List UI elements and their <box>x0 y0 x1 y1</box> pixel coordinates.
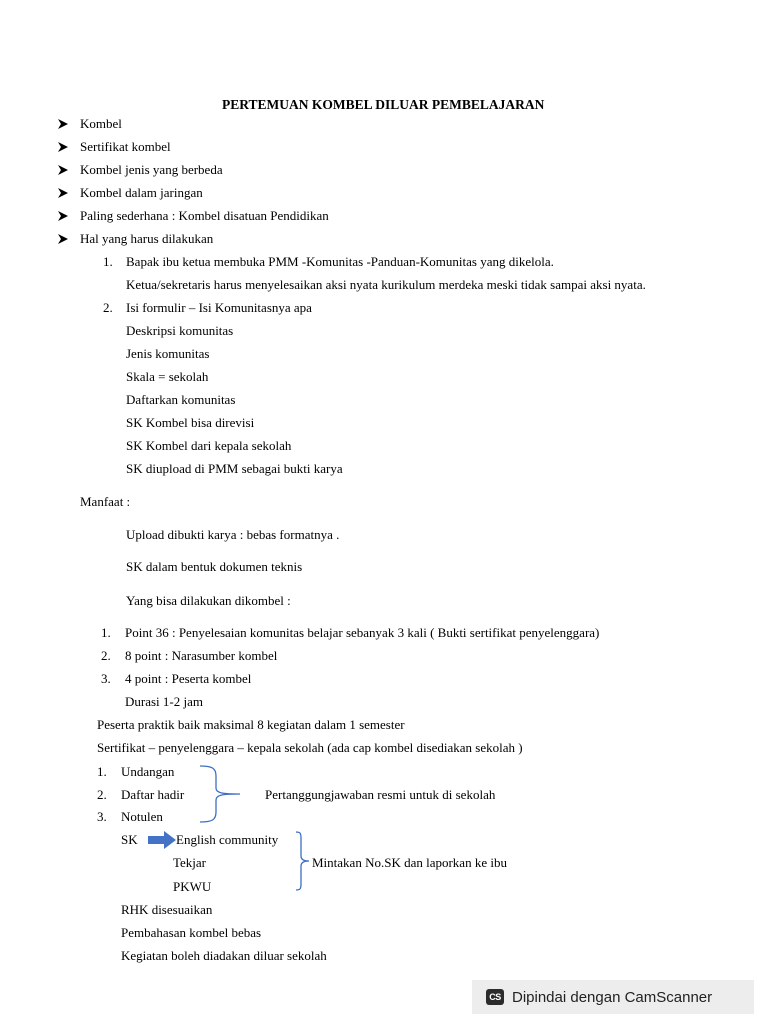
step-number: 2. <box>103 300 113 315</box>
point-number: 3. <box>101 671 111 686</box>
step-sub-item: Deskripsi komunitas <box>126 323 234 338</box>
manfaat-line: Upload dibukti karya : bebas formatnya . <box>126 527 340 542</box>
camscanner-watermark <box>472 980 754 1014</box>
bullet-item: Kombel jenis yang berbeda <box>80 162 223 177</box>
arrow-bullet-icon <box>57 118 69 130</box>
arrow-bullet-icon <box>57 210 69 222</box>
doc-item: Notulen <box>121 809 163 824</box>
doc-number: 2. <box>97 787 107 802</box>
right-brace-icon <box>294 830 312 892</box>
step-sub-item: Jenis komunitas <box>126 346 210 361</box>
brace-note: Mintakan No.SK dan laporkan ke ibu <box>312 855 507 870</box>
point-text: 8 point : Narasumber kombel <box>125 648 278 663</box>
note-line: Sertifikat – penyelenggara – kepala sekolah (ada cap kombel disediakan sekolah ) <box>97 740 523 755</box>
right-brace-icon <box>198 764 244 824</box>
point-number: 2. <box>101 648 111 663</box>
sk-item: Tekjar <box>173 855 207 870</box>
point-text: 4 point : Peserta kombel <box>125 671 252 686</box>
doc-number: 3. <box>97 809 107 824</box>
bullet-item: Hal yang harus dilakukan <box>80 231 214 246</box>
brace-note: Pertanggungjawaban resmi untuk di sekolah <box>265 787 496 802</box>
right-arrow-icon <box>148 831 176 849</box>
closing-line: Kegiatan boleh diadakan diluar sekolah <box>121 948 327 963</box>
step-text: Bapak ibu ketua membuka PMM -Komunitas -Panduan-Komunitas yang dikelola. <box>126 254 554 269</box>
step-text: Isi formulir – Isi Komunitasnya apa <box>126 300 312 315</box>
doc-number: 1. <box>97 764 107 779</box>
bullet-item: Paling sederhana : Kombel disatuan Pendidikan <box>80 208 329 223</box>
doc-item: Undangan <box>121 764 175 779</box>
step-number: 1. <box>103 254 113 269</box>
page-title: PERTEMUAN KOMBEL DILUAR PEMBELAJARAN <box>222 97 545 112</box>
bullet-item: Kombel <box>80 116 122 131</box>
sk-item: PKWU <box>173 879 212 894</box>
step-sub-item: Daftarkan komunitas <box>126 392 236 407</box>
point-number: 1. <box>101 625 111 640</box>
manfaat-line: Yang bisa dilakukan dikombel : <box>126 593 291 608</box>
step-sub-item: Skala = sekolah <box>126 369 209 384</box>
step-sub-item: SK Kombel dari kepala sekolah <box>126 438 292 453</box>
bullet-item: Sertifikat kombel <box>80 139 171 154</box>
step-continuation: Ketua/sekretaris harus menyelesaikan aksi nyata kurikulum merdeka meski tidak sampai aksi nyata. <box>126 277 646 292</box>
camscanner-logo-icon: CS <box>486 989 504 1005</box>
closing-line: RHK disesuaikan <box>121 902 213 917</box>
arrow-bullet-icon <box>57 141 69 153</box>
arrow-bullet-icon <box>57 233 69 245</box>
point-text: Point 36 : Penyelesaian komunitas belajar sebanyak 3 kali ( Bukti sertifikat penyelenggara) <box>125 625 600 640</box>
sk-item: English community <box>176 832 279 847</box>
note-line: Peserta praktik baik maksimal 8 kegiatan dalam 1 semester <box>97 717 405 732</box>
arrow-bullet-icon <box>57 187 69 199</box>
bullet-item: Kombel dalam jaringan <box>80 185 203 200</box>
step-sub-item: SK Kombel bisa direvisi <box>126 415 255 430</box>
manfaat-heading: Manfaat : <box>80 494 131 509</box>
step-sub-item: SK diupload di PMM sebagai bukti karya <box>126 461 343 476</box>
closing-line: Pembahasan kombel bebas <box>121 925 262 940</box>
sk-label: SK <box>121 832 138 847</box>
manfaat-line: SK dalam bentuk dokumen teknis <box>126 559 303 574</box>
doc-item: Daftar hadir <box>121 787 185 802</box>
watermark-text: Dipindai dengan CamScanner <box>512 988 713 1006</box>
arrow-bullet-icon <box>57 164 69 176</box>
durasi-text: Durasi 1-2 jam <box>125 694 203 709</box>
